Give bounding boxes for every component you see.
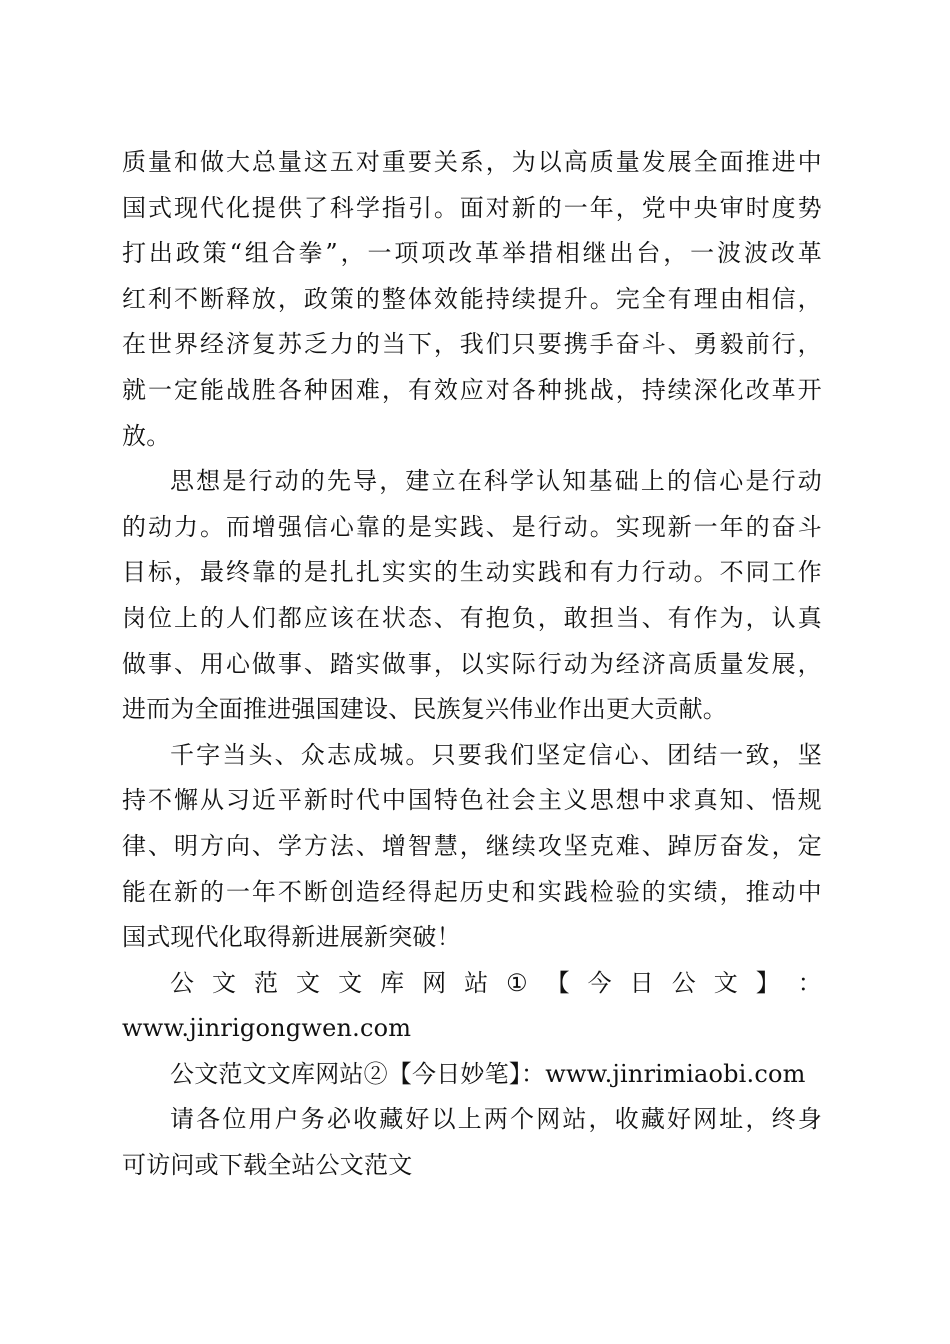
website-1-label: 公 文 范 文 文 库 网 站 ① 【 今 日 公 文 】 ：: [170, 968, 822, 997]
notice-line: 请 各 位 用 户 务 必 收 藏 好 以 上 两 个 网 站 ， 收 藏 好 网 址 ， 终 身: [170, 1105, 822, 1134]
paragraph-3: [122, 733, 822, 961]
notice-line: 可访问或下载全站公文范文: [122, 1151, 413, 1180]
website-1-url[interactable]: www.jinrigongwen.com: [122, 1014, 412, 1043]
paragraph-line: 在 世 界 经 济 复 苏 乏 力 的 当 下 ， 我 们 只 要 携 手 奋 斗 、 勇 毅 前 行 ，: [122, 330, 822, 359]
paragraph-line: 律 、 明 方 向 、 学 方 法 、 增 智 慧 ， 继 续 攻 坚 克 难 、 踔 厉 奋 发 ， 定: [122, 831, 822, 860]
notice-block: [122, 1097, 822, 1188]
paragraph-line: 目 标 ， 最 终 靠 的 是 扎 扎 实 实 的 生 动 实 践 和 有 力 行 动 。 不 同 工 作: [122, 558, 822, 587]
website-1-block: [122, 961, 822, 1052]
website-2-line[interactable]: 公文范文文库网站②【今日妙笔】：www.jinrimiaobi.com: [170, 1059, 806, 1088]
paragraph-line: 放。: [122, 421, 171, 450]
paragraph-line: 能 在 新 的 一 年 不 断 创 造 经 得 起 历 史 和 实 践 检 验 的 实 绩 ， 推 动 中: [122, 877, 822, 906]
paragraph-line: 持 不 懈 从 习 近 平 新 时 代 中 国 特 色 社 会 主 义 思 想 中 求 真 知 、 悟 规: [122, 786, 822, 815]
document-page: [122, 140, 822, 1189]
paragraph-line: 打 出 政 策 “ 组 合 拳 ” ， 一 项 项 改 革 举 措 相 继 出 台 ， 一 波 波 改 革: [122, 239, 822, 268]
paragraph-line: 质 量 和 做 大 总 量 这 五 对 重 要 关 系 ， 为 以 高 质 量 发 展 全 面 推 进 中: [122, 148, 822, 176]
paragraph-line: 思 想 是 行 动 的 先 导 ， 建 立 在 科 学 认 知 基 础 上 的 信 心 是 行 动: [170, 467, 822, 496]
paragraph-line: 的 动 力 。 而 增 强 信 心 靠 的 是 实 践 、 是 行 动 。 实 现 新 一 年 的 奋 斗: [122, 512, 822, 541]
paragraph-2: [122, 459, 822, 733]
paragraph-1: [122, 140, 822, 459]
paragraph-line: 进而为全面推进强国建设、民族复兴伟业作出更大贡献。: [122, 695, 727, 724]
paragraph-line: 千 字 当 头 、 众 志 成 城 。 只 要 我 们 坚 定 信 心 、 团 结 一 致 ， 坚: [170, 740, 822, 769]
paragraph-line: 红 利 不 断 释 放 ， 政 策 的 整 体 效 能 持 续 提 升 。 完 全 有 理 由 相 信 ，: [122, 284, 822, 313]
paragraph-line: 岗 位 上 的 人 们 都 应 该 在 状 态 、 有 抱 负 ， 敢 担 当 、 有 作 为 ， 认 真: [122, 603, 822, 632]
paragraph-line: 国式现代化取得新进展新突破！: [122, 923, 461, 952]
paragraph-line: 国 式 现 代 化 提 供 了 科 学 指 引 。 面 对 新 的 一 年 ， 党 中 央 审 时 度 势: [122, 193, 822, 222]
paragraph-line: 做 事 、 用 心 做 事 、 踏 实 做 事 ， 以 实 际 行 动 为 经 济 高 质 量 发 展 ，: [122, 649, 822, 678]
paragraph-line: 就 一 定 能 战 胜 各 种 困 难 ， 有 效 应 对 各 种 挑 战 ， 持 续 深 化 改 革 开: [122, 375, 822, 404]
